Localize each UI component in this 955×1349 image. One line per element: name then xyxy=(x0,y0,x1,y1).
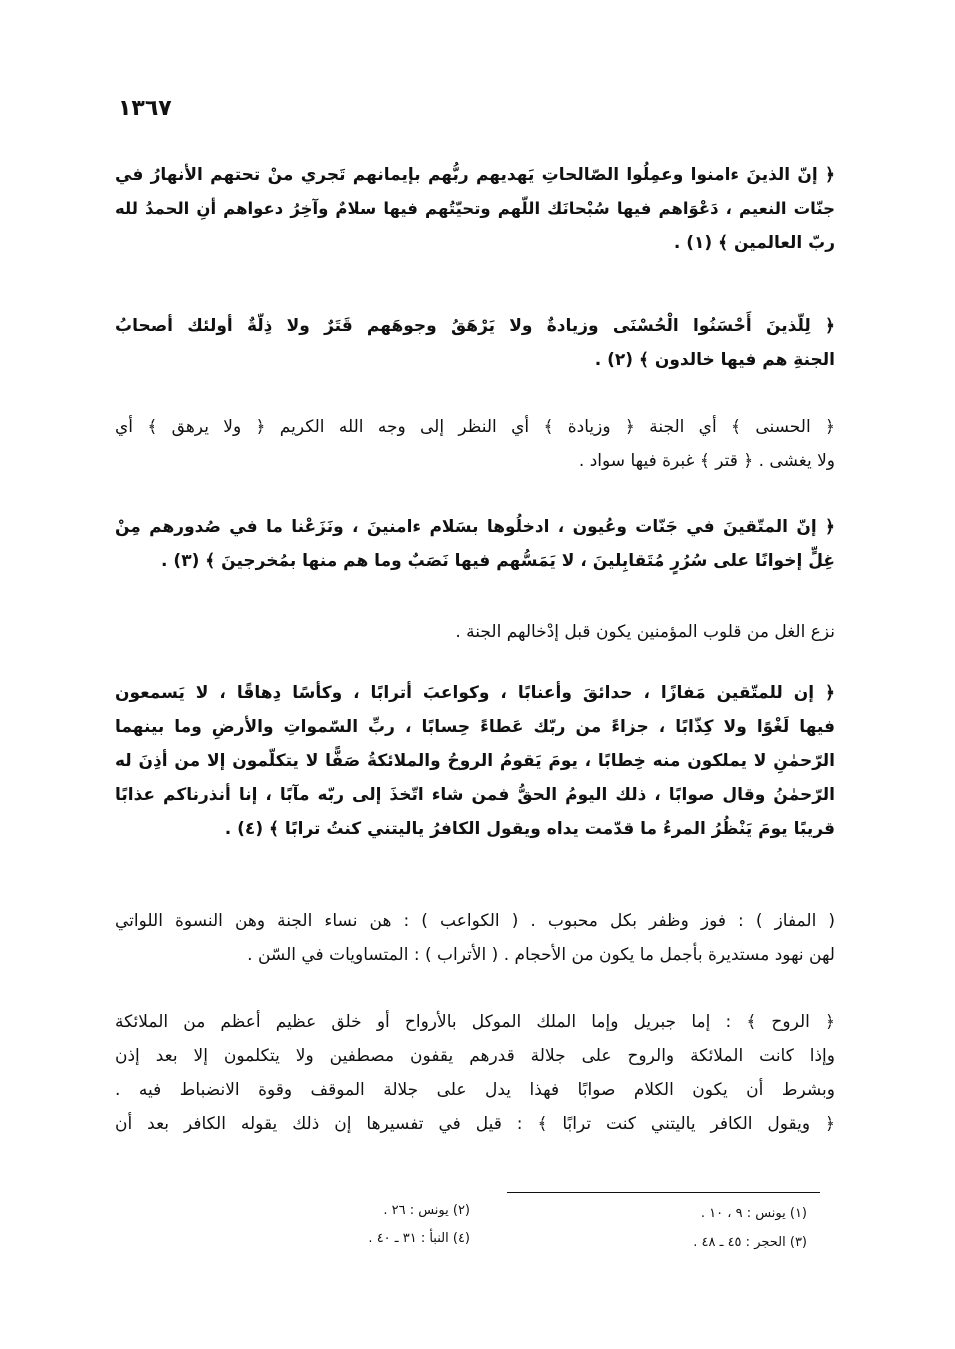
text-line: قريبًا يومَ يَنْظُرُ المرءُ ما قدّمت يداه ويقول الكافرُ ياليتني كنتُ ترابًا ﴾ (٤) . xyxy=(224,819,835,839)
text-line: نزع الغل من قلوب المؤمنين يكون قبل إدْخالهم الجنة . xyxy=(455,622,835,642)
text-line: ﴿ الروح ﴾ : إما جبريل وإما الملك الموكل بالأرواح أو خلق عظيم أعظم من الملائكة xyxy=(115,1012,835,1032)
quran-verse-paragraph xyxy=(115,309,835,377)
text-line: ولا يغشى . ﴿ قتر ﴾ غبرة فيها سواد . xyxy=(578,451,835,471)
footnote: (٢) يونس : ٢٦ . xyxy=(383,1203,470,1218)
quran-verse-paragraph xyxy=(115,510,835,578)
text-line: الرّحمٰنُ وقال صوابًا ، ذلك اليومُ الحقُّ فمن شاء اتّخذَ إلى ربّه مآبًا ، إنا أنذرناكم عذابًا xyxy=(115,785,835,805)
text-line: فيها لَغْوًا ولا كِذّابًا ، جزاءً من ربّك عَطاءً حِسابًا ، ربِّ السّمواتِ والأرضِ وما بينهما xyxy=(115,717,835,737)
text-line: ﴿ ويقول الكافر ياليتني كنت ترابًا ﴾ : قيل في تفسيرها إن ذلك يقوله الكافر بعد أن xyxy=(115,1114,835,1134)
text-line: ﴿ إن للمتّقين مَفازًا ، حدائقَ وأعنابًا ، وكواعبَ أترابًا ، وكأسًا دِهاقًا ، لا يَسمعون xyxy=(115,683,835,703)
text-line: غِلٍّ إخوانًا على سُرُرٍ مُتَقابِلينَ ، لا يَمَسُّهم فيها نَصَبٌ وما هم منها بمُخرجينَ ﴾ (٣) . xyxy=(161,551,835,571)
text-line: ﴿ الحسنى ﴾ أي الجنة ﴿ وزيادة ﴾ أي النظر إلى وجه الله الكريم ﴿ ولا يرهق ﴾ أي xyxy=(115,417,835,437)
commentary-paragraph xyxy=(115,410,835,478)
commentary-paragraph xyxy=(115,1005,835,1141)
text-line: لهن نهود مستديرة بأجمل ما يكون من الأحجام . ( الأتراب ) : المتساويات في السّن . xyxy=(247,945,835,965)
text-line: وإذا كانت الملائكة والروح على جلالة قدرهم يقفون مصطفين ولا يتكلمون إلا بعد إذن xyxy=(115,1046,835,1066)
text-line: جنّات النعيم ، دَعْوَاهم فيها سُبْحانَك اللّهم وتحيّتُهم فيها سلامٌ وآخِرُ دعواهم أنِ الحمدُ لله xyxy=(115,199,835,218)
text-line: ﴿ إنّ الذينَ ءامنوا وعمِلُوا الصّالحاتِ يَهديهم ربُّهم بإيمانهم تَجري منْ تحتهم الأنهارُ في xyxy=(115,165,835,185)
text-line: الجنةِ هم فيها خالدون ﴾ (٢) . xyxy=(594,350,835,370)
text-line: ﴿ لِلّذينَ أَحْسَنُوا الْحُسْنَى وزيادةٌ ولا يَرْهَقُ وجوهَهم قَتَرٌ ولا ذِلّةٌ أولئك أصحابُ xyxy=(115,316,835,336)
text-line: ﴿ إنّ المتّقينَ في جَنّات وعُيون ، ادخلُوها بسَلام ءامنينَ ، ونَزَعْنا ما في صُدورهم مِنْ xyxy=(115,517,835,537)
text-line: ( المفاز ) : فوز وظفر بكل محبوب . ( الكواعب ) : هن نساء الجنة وهن النسوة اللواتي xyxy=(115,911,835,931)
footnote: (٤) النبأ : ٣١ ـ ٤٠ . xyxy=(368,1231,470,1246)
footnote: (٣) الحجر : ٤٥ ـ ٤٨ . xyxy=(693,1235,807,1250)
commentary-paragraph xyxy=(115,615,835,649)
quran-verse-paragraph xyxy=(115,158,835,260)
text-line: ربّ العالمين ﴾ (١) . xyxy=(673,233,835,253)
text-line: الرّحمٰنِ لا يملكون منه خِطابًا ، يومَ يَقومُ الروحُ والملائكةُ صَفًّا لا يتكلّمون إلا من أذِنَ له xyxy=(115,751,835,771)
quran-verse-paragraph xyxy=(115,676,835,846)
text-line: وبشرط أن يكون الكلام صوابًا فهذا يدل على جلالة الموقف وقوة الانضباط فيه . xyxy=(115,1080,835,1100)
commentary-paragraph xyxy=(115,904,835,972)
page-number: ١٣٦٧ xyxy=(118,96,172,121)
footnote-divider xyxy=(507,1192,820,1193)
footnote: (١) يونس : ٩ ، ١٠ . xyxy=(700,1206,807,1221)
